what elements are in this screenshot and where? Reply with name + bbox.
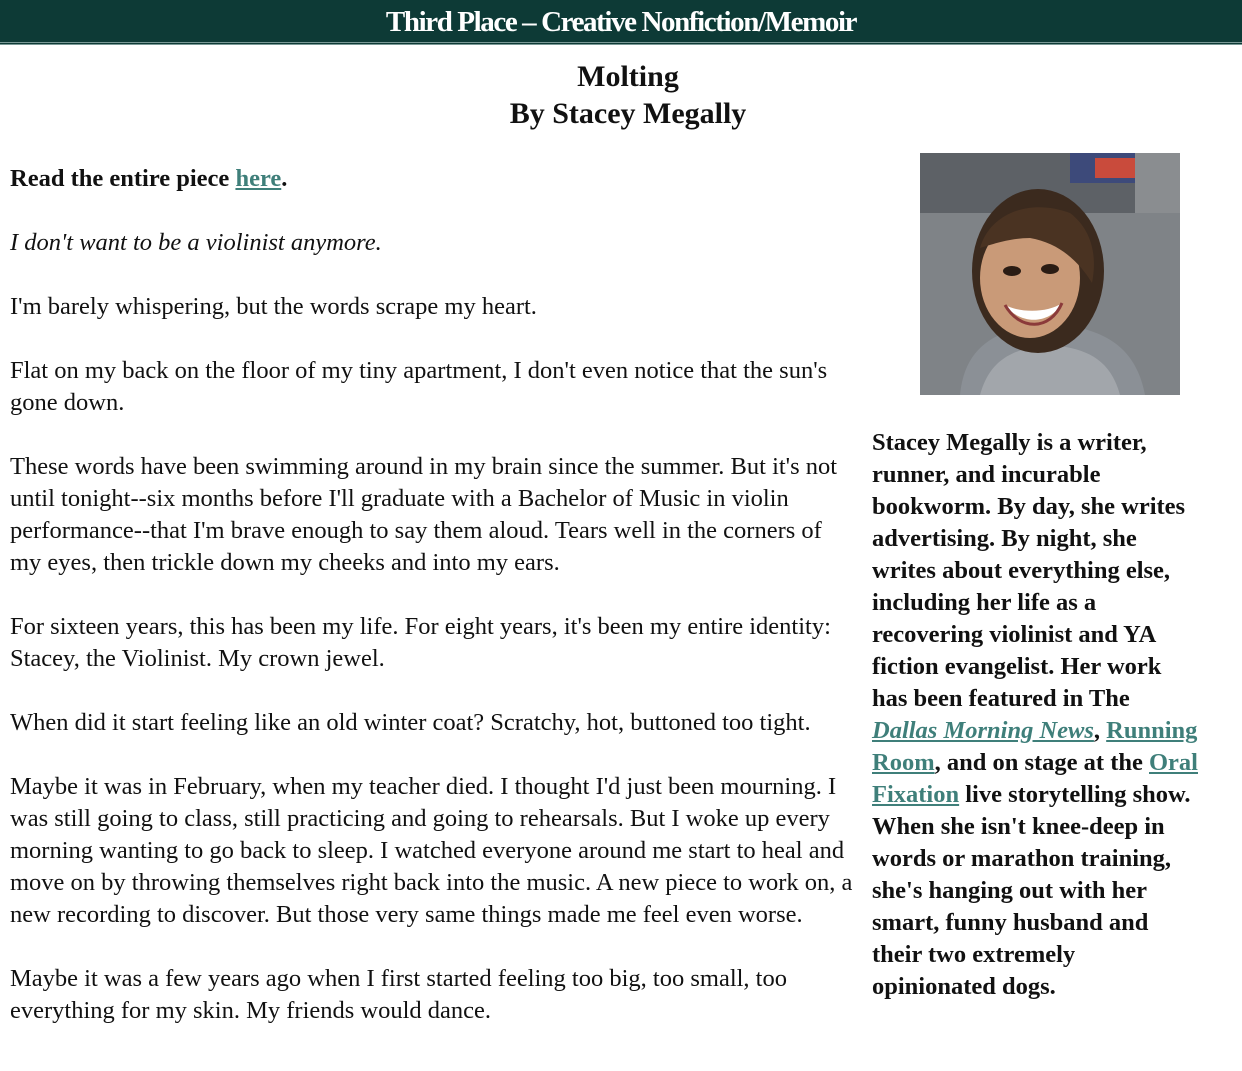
paragraph-3: Flat on my back on the floor of my tiny apartment, I don't even notice that the sun's gone down. — [10, 357, 828, 416]
bio-text: live storytelling show. — [959, 781, 1191, 808]
article-body — [10, 163, 855, 1059]
bio-separator: , — [1093, 717, 1107, 744]
paragraph-8: Maybe it was a few years ago when I first started feeling too big, too small, too everything for my skin. My friends would dance. — [10, 965, 787, 1024]
here-link[interactable]: here — [235, 165, 282, 192]
bio-line: fiction evangelist. Her work — [872, 653, 1162, 680]
bio-line: she's hanging out with her — [872, 877, 1148, 904]
paragraph-7: Maybe it was in February, when my teacher died. I thought I'd just been mourning. I was still going to class, still practicing and going to rehearsals. But I woke up every morning wanting to go back to sleep. I watched everyone around me start to heal and move on by throwing themselves right back into the music. A new piece to work on, a new recording to discover. But those very same things made me feel even worse. — [10, 773, 853, 928]
bio-line: advertising. By night, she — [872, 525, 1137, 552]
bio-line: When she isn't knee-deep in — [872, 813, 1165, 840]
story-title: Molting — [577, 60, 679, 93]
paragraph-1: I don't want to be a violinist anymore. — [10, 229, 382, 256]
bio-line: bookworm. By day, she writes — [872, 493, 1186, 520]
paragraph-5: For sixteen years, this has been my life. For eight years, it's been my entire identity: Stacey, the Violinist. My crown jewel. — [10, 613, 831, 672]
oral-fixation-link[interactable]: Oral — [1149, 749, 1198, 776]
bio-line — [872, 747, 1242, 779]
bio-line: opinionated dogs. — [872, 973, 1056, 1000]
running-room-link[interactable]: Running — [1106, 717, 1198, 744]
bio-text: , and on stage at the — [934, 749, 1149, 776]
read-entire-piece — [10, 163, 855, 195]
author-photo — [920, 153, 1180, 395]
bio-line: recovering violinist and YA — [872, 621, 1157, 648]
bio-line: including her life as a — [872, 589, 1097, 616]
bio-line: Stacey Megally is a writer, — [872, 429, 1147, 456]
paragraph-2: I'm barely whispering, but the words scrape my heart. — [10, 293, 537, 320]
category-title: Third Place – Creative Nonfiction/Memoir — [385, 6, 857, 38]
paragraph-4: These words have been swimming around in my brain since the summer. But it's not until tonight--six months before I'll graduate with a Bachelor of Music in violin performance--that I'm brave enough to say them aloud. Tears well in the corners of my eyes, then trickle down my cheeks and into my ears. — [10, 453, 838, 576]
page-header-bar — [0, 0, 1242, 45]
bio-line: runner, and incurable — [872, 461, 1101, 488]
bio-line — [872, 779, 1242, 811]
bio-line — [872, 715, 1242, 747]
bio-line: has been featured in The — [872, 685, 1130, 712]
lead-text: Read the entire piece — [10, 165, 236, 192]
bio-line: smart, funny husband and — [872, 909, 1149, 936]
dallas-morning-news-link[interactable]: Dallas Morning News — [872, 717, 1094, 744]
story-heading — [0, 58, 1242, 132]
bio-line: writes about everything else, — [872, 557, 1171, 584]
paragraph-6: When did it start feeling like an old winter coat? Scratchy, hot, buttoned too tight. — [10, 709, 811, 736]
story-byline: By Stacey Megally — [509, 97, 747, 130]
running-room-link-cont[interactable]: Room — [872, 749, 935, 776]
bio-line: their two extremely — [872, 941, 1076, 968]
lead-period: . — [281, 165, 288, 192]
bio-line: words or marathon training, — [872, 845, 1172, 872]
author-bio — [872, 427, 1242, 1003]
oral-fixation-link-cont[interactable]: Fixation — [872, 781, 960, 808]
